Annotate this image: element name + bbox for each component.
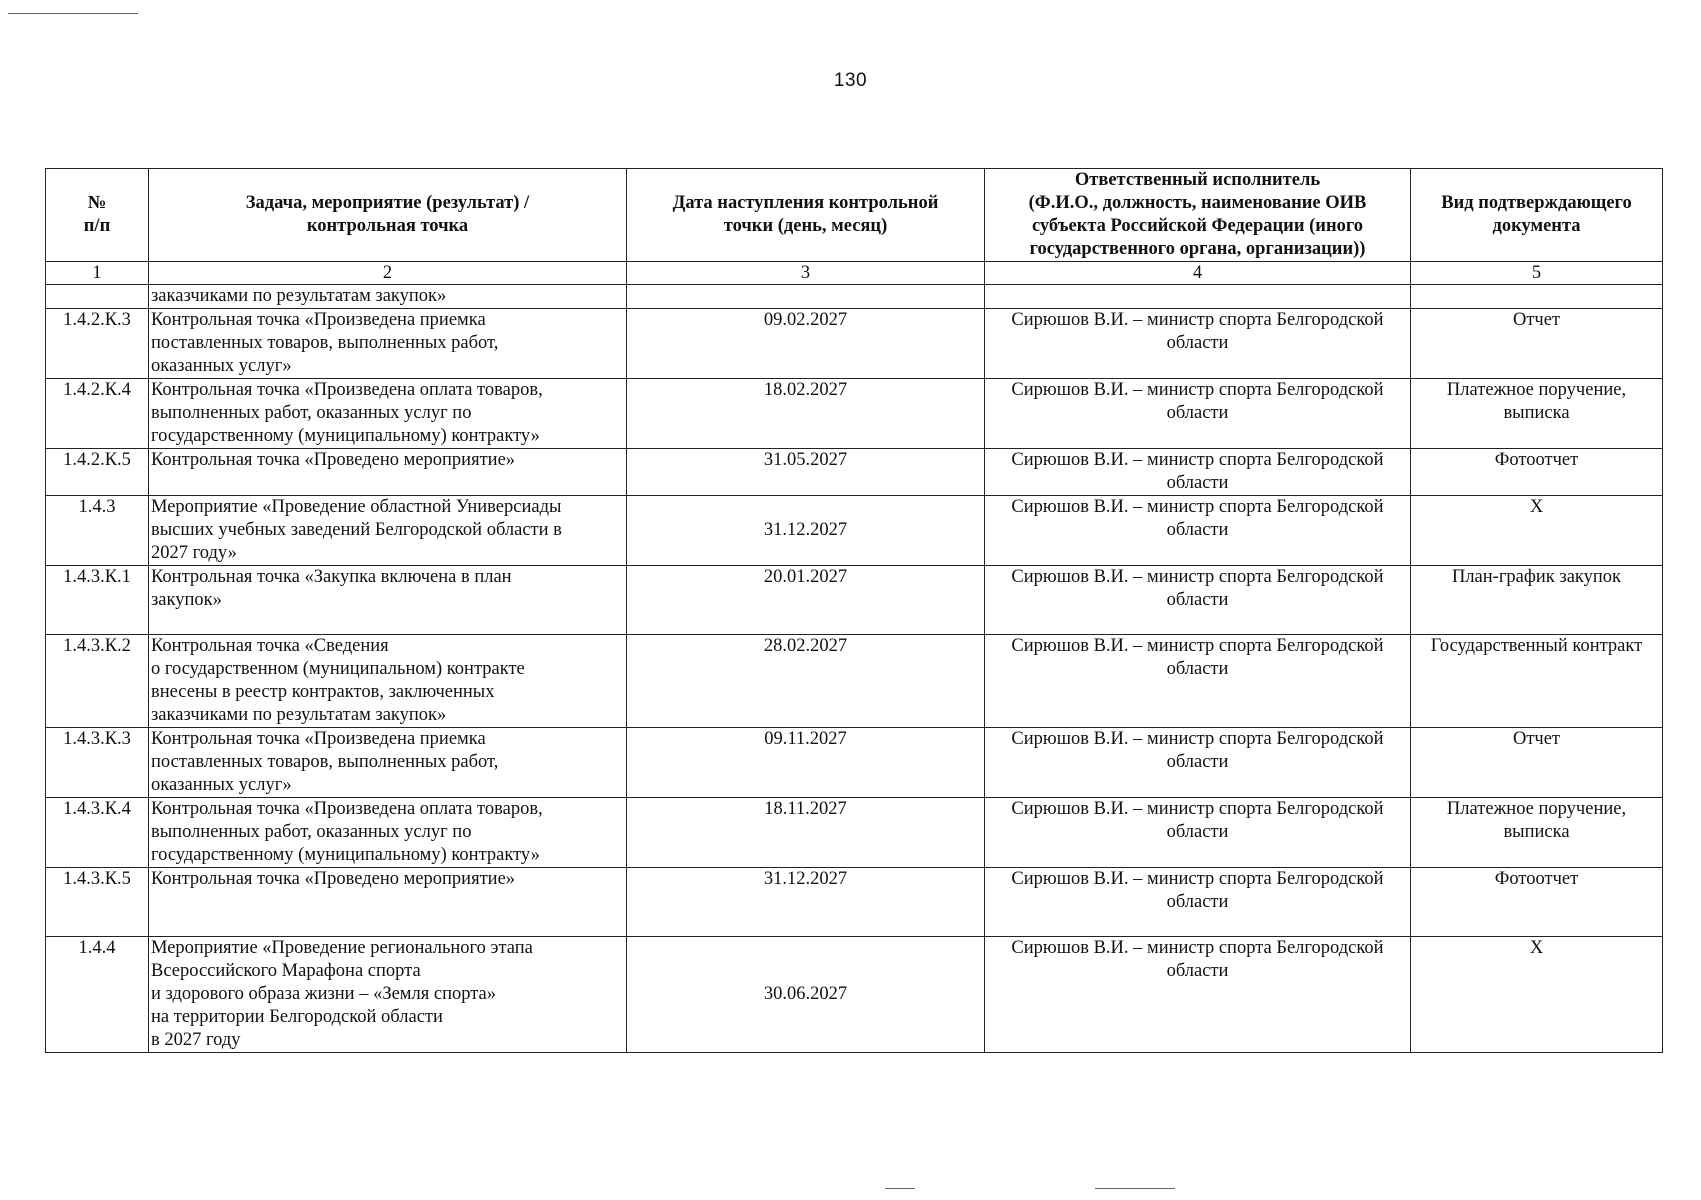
- row-number: 1.4.3.К.5: [46, 868, 149, 937]
- table-row: [46, 937, 1663, 1053]
- row-task: заказчиками по результатам закупок»: [149, 285, 627, 309]
- column-number-3: 3: [627, 262, 985, 285]
- row-responsible: Сирюшов В.И. – министр спорта Белгородской области: [985, 728, 1411, 798]
- row-document: [1411, 285, 1663, 309]
- column-number-4: 4: [985, 262, 1411, 285]
- row-number: 1.4.3: [46, 496, 149, 566]
- row-number: 1.4.4: [46, 937, 149, 1053]
- row-responsible: Сирюшов В.И. – министр спорта Белгородской области: [985, 635, 1411, 728]
- row-date: 31.05.2027: [627, 449, 985, 496]
- row-task: Контрольная точка «Произведена приемка поставленных товаров, выполненных работ, оказанных услуг»: [149, 309, 627, 379]
- row-date: 18.02.2027: [627, 379, 985, 449]
- row-date: 18.11.2027: [627, 798, 985, 868]
- header-document: Вид подтверждающего документа: [1411, 169, 1663, 262]
- row-task: Контрольная точка «Произведена оплата товаров, выполненных работ, оказанных услуг по государственному (муниципальному) контракту»: [149, 379, 627, 449]
- row-task: Контрольная точка «Проведено мероприятие»: [149, 868, 627, 937]
- row-number: 1.4.3.К.2: [46, 635, 149, 728]
- table-row: [46, 449, 1663, 496]
- row-task: Контрольная точка «Сведения о государственном (муниципальном) контракте внесены в реестр контрактов, заключенных заказчиками по результатам закупок»: [149, 635, 627, 728]
- table-row: [46, 728, 1663, 798]
- row-responsible: Сирюшов В.И. – министр спорта Белгородской области: [985, 798, 1411, 868]
- column-numbers-row: [46, 262, 1663, 285]
- table-row: [46, 285, 1663, 309]
- row-responsible: Сирюшов В.И. – министр спорта Белгородской области: [985, 449, 1411, 496]
- header-date: Дата наступления контрольной точки (день, месяц): [627, 169, 985, 262]
- row-responsible: Сирюшов В.И. – министр спорта Белгородской области: [985, 379, 1411, 449]
- table-row: [46, 798, 1663, 868]
- row-task: Мероприятие «Проведение областной Универсиады высших учебных заведений Белгородской области в 2027 году»: [149, 496, 627, 566]
- row-document: План-график закупок: [1411, 566, 1663, 635]
- table-header-row: [46, 169, 1663, 262]
- row-responsible: Сирюшов В.И. – министр спорта Белгородской области: [985, 937, 1411, 1053]
- row-date: 09.11.2027: [627, 728, 985, 798]
- row-document: Отчет: [1411, 728, 1663, 798]
- row-number: 1.4.2.К.5: [46, 449, 149, 496]
- row-date: 09.02.2027: [627, 309, 985, 379]
- header-task: Задача, мероприятие (результат) / контрольная точка: [149, 169, 627, 262]
- scan-mark-bottom-left: [885, 1188, 915, 1189]
- row-document: Государственный контракт: [1411, 635, 1663, 728]
- row-document: Платежное поручение, выписка: [1411, 798, 1663, 868]
- row-document: Х: [1411, 937, 1663, 1053]
- row-number: [46, 285, 149, 309]
- header-responsible: Ответственный исполнитель (Ф.И.О., должность, наименование ОИВ субъекта Российской Федерации (иного государственного органа, организации)): [985, 169, 1411, 262]
- row-responsible: Сирюшов В.И. – министр спорта Белгородской области: [985, 566, 1411, 635]
- row-number: 1.4.2.К.3: [46, 309, 149, 379]
- row-date: 20.01.2027: [627, 566, 985, 635]
- column-number-5: 5: [1411, 262, 1663, 285]
- column-number-1: 1: [46, 262, 149, 285]
- row-task: Мероприятие «Проведение регионального этапа Всероссийского Марафона спорта и здорового образа жизни – «Земля спорта» на территории Белгородской области в 2027 году: [149, 937, 627, 1053]
- page-number: 130: [833, 70, 868, 91]
- row-responsible: Сирюшов В.И. – министр спорта Белгородской области: [985, 309, 1411, 379]
- row-date: 30.06.2027: [627, 937, 985, 1053]
- row-document: Фотоотчет: [1411, 868, 1663, 937]
- row-document: Фотоотчет: [1411, 449, 1663, 496]
- column-number-2: 2: [149, 262, 627, 285]
- row-task: Контрольная точка «Проведено мероприятие»: [149, 449, 627, 496]
- header-number: № п/п: [46, 169, 149, 262]
- table-row: [46, 868, 1663, 937]
- row-number: 1.4.2.К.4: [46, 379, 149, 449]
- row-document: Отчет: [1411, 309, 1663, 379]
- table-row: [46, 379, 1663, 449]
- row-responsible: Сирюшов В.И. – министр спорта Белгородской области: [985, 496, 1411, 566]
- row-number: 1.4.3.К.3: [46, 728, 149, 798]
- row-date: 31.12.2027: [627, 868, 985, 937]
- table-row: [46, 635, 1663, 728]
- row-date: 28.02.2027: [627, 635, 985, 728]
- row-task: Контрольная точка «Произведена приемка поставленных товаров, выполненных работ, оказанных услуг»: [149, 728, 627, 798]
- row-date: 31.12.2027: [627, 496, 985, 566]
- row-number: 1.4.3.К.1: [46, 566, 149, 635]
- row-task: Контрольная точка «Произведена оплата товаров, выполненных работ, оказанных услуг по государственному (муниципальному) контракту»: [149, 798, 627, 868]
- row-task: Контрольная точка «Закупка включена в план закупок»: [149, 566, 627, 635]
- row-responsible: [985, 285, 1411, 309]
- row-document: Платежное поручение, выписка: [1411, 379, 1663, 449]
- row-date: [627, 285, 985, 309]
- scan-mark-bottom-right: [1095, 1188, 1175, 1189]
- table-row: [46, 309, 1663, 379]
- scan-mark-top: [8, 13, 138, 14]
- row-document: Х: [1411, 496, 1663, 566]
- row-responsible: Сирюшов В.И. – министр спорта Белгородской области: [985, 868, 1411, 937]
- row-number: 1.4.3.К.4: [46, 798, 149, 868]
- control-points-table: [45, 168, 1663, 1053]
- table-row: [46, 566, 1663, 635]
- table-row: [46, 496, 1663, 566]
